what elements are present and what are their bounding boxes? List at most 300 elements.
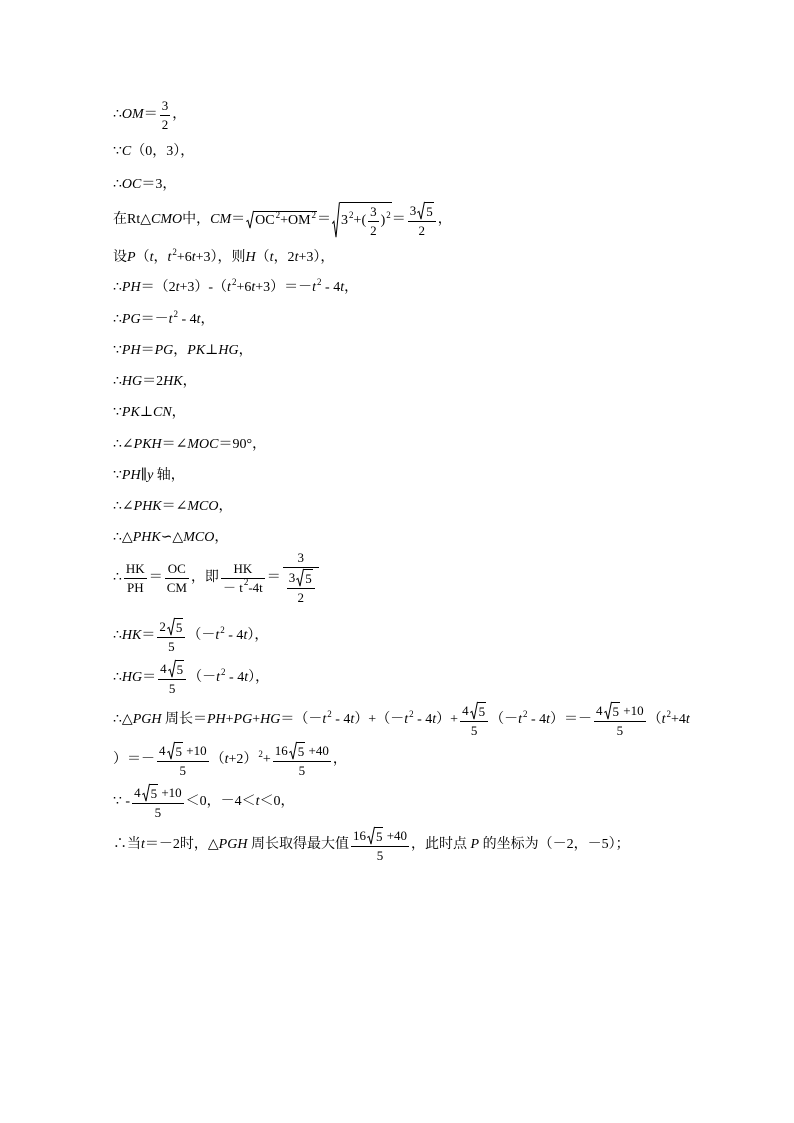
text-run: - 4 bbox=[331, 712, 351, 727]
text-run: +6 bbox=[176, 250, 192, 265]
solution-line bbox=[113, 702, 690, 738]
fraction-denominator bbox=[351, 847, 409, 864]
text-run: 5 bbox=[470, 722, 478, 738]
math-variable: PGH bbox=[132, 712, 162, 727]
superscript: 2 bbox=[173, 309, 178, 319]
text-run: （－ bbox=[490, 712, 519, 727]
fraction-denominator bbox=[157, 638, 185, 655]
text-run: + bbox=[252, 712, 261, 727]
fraction-numerator bbox=[368, 204, 379, 222]
text-run: 5 bbox=[168, 638, 175, 654]
fraction-numerator bbox=[287, 569, 315, 589]
math-variable: HG bbox=[218, 343, 239, 358]
text-run: ）+ bbox=[436, 712, 459, 727]
text-run: ＝－2时，△ bbox=[144, 837, 219, 852]
math-variable: C bbox=[121, 144, 132, 159]
radicand bbox=[176, 660, 185, 678]
text-run: 4 bbox=[596, 702, 603, 718]
math-variable: t bbox=[685, 712, 690, 727]
text-run: ＝ bbox=[143, 107, 158, 122]
fraction-denominator bbox=[368, 222, 379, 239]
text-run: （ bbox=[135, 250, 150, 265]
superscript: 2 bbox=[231, 277, 237, 287]
solution-line bbox=[113, 246, 334, 270]
fraction-denominator bbox=[132, 804, 184, 821]
text-run: （ bbox=[255, 250, 270, 265]
text-run: ）＝－ bbox=[113, 752, 155, 767]
text-run: ， bbox=[214, 530, 229, 545]
square-root bbox=[604, 702, 621, 720]
math-variable: t bbox=[432, 712, 437, 727]
math-variable: y bbox=[147, 468, 154, 483]
math-variable: t bbox=[215, 628, 220, 643]
text-run: 4 bbox=[462, 702, 469, 718]
radicand bbox=[425, 202, 434, 220]
text-run: +( bbox=[353, 213, 367, 228]
text-run: ∴ bbox=[113, 107, 122, 122]
text-run: -4t bbox=[248, 579, 263, 595]
fraction bbox=[165, 561, 189, 596]
text-run: 2 bbox=[418, 222, 426, 238]
math-variable: HG bbox=[121, 374, 143, 389]
text-run: ， bbox=[153, 250, 168, 265]
text-run: ）+（－ bbox=[354, 712, 405, 727]
text-run: ⊥ bbox=[139, 405, 153, 420]
superscript: 2 bbox=[311, 210, 317, 220]
text-run: ， bbox=[218, 499, 233, 514]
text-run: ， bbox=[437, 212, 452, 227]
square-root bbox=[417, 202, 434, 220]
superscript: 2 bbox=[666, 709, 672, 719]
radicand bbox=[478, 702, 487, 720]
radicand bbox=[297, 742, 306, 760]
math-variable: t bbox=[661, 712, 666, 727]
fraction-denominator bbox=[221, 576, 265, 596]
radicand bbox=[254, 211, 317, 229]
text-run: +40 bbox=[305, 742, 329, 758]
text-run: 5 bbox=[176, 661, 184, 677]
text-run: 4 bbox=[134, 784, 141, 800]
fraction-numerator bbox=[160, 98, 171, 116]
text-run: +6 bbox=[236, 280, 252, 295]
radical-sign bbox=[367, 827, 375, 845]
math-variable: OM bbox=[121, 107, 144, 122]
fraction bbox=[158, 660, 186, 697]
text-run: ＝ bbox=[142, 670, 157, 685]
text-run: +10 bbox=[620, 702, 644, 718]
fraction-denominator bbox=[158, 680, 186, 697]
square-root bbox=[167, 618, 184, 636]
text-run: ＝（2 bbox=[140, 280, 176, 295]
text-run: ∴ bbox=[113, 570, 122, 585]
fraction-numerator bbox=[273, 742, 331, 762]
math-variable: t bbox=[227, 280, 231, 295]
fraction-numerator bbox=[408, 202, 436, 222]
superscript: 2 bbox=[349, 210, 354, 220]
radical-sign bbox=[289, 742, 297, 760]
text-run: 2 bbox=[159, 618, 166, 634]
math-variable: t bbox=[340, 280, 345, 295]
text-run: ， bbox=[238, 343, 253, 358]
radicand bbox=[150, 784, 159, 802]
text-run: ＝90°， bbox=[218, 437, 267, 452]
superscript: 2 bbox=[522, 709, 528, 719]
math-variable: HK bbox=[121, 628, 142, 643]
math-variable: t bbox=[518, 712, 522, 727]
fraction bbox=[408, 202, 436, 239]
text-run: （ bbox=[210, 752, 225, 767]
solution-line bbox=[113, 339, 253, 363]
solution-line bbox=[113, 173, 176, 197]
text-run: 周长＝ bbox=[161, 712, 207, 727]
text-run: ， bbox=[173, 343, 188, 358]
fraction bbox=[283, 550, 319, 606]
text-run: 2 bbox=[297, 590, 305, 605]
text-run: +3）＝－ bbox=[255, 280, 313, 295]
radical-sign bbox=[470, 702, 478, 720]
text-run: 3 bbox=[409, 202, 417, 218]
square-root bbox=[470, 702, 487, 720]
radicand bbox=[175, 742, 184, 760]
solution-line bbox=[113, 97, 187, 132]
math-variable: t bbox=[191, 250, 196, 265]
text-run: 3 bbox=[370, 203, 377, 219]
math-variable: t bbox=[294, 250, 299, 265]
math-variable: HK bbox=[163, 374, 183, 389]
text-run: - 4 bbox=[177, 312, 197, 327]
text-run: ∵ bbox=[113, 405, 122, 420]
text-run: 5 bbox=[175, 619, 183, 635]
fraction-numerator bbox=[158, 660, 186, 680]
text-run: ∵ - bbox=[113, 794, 131, 809]
fraction bbox=[157, 742, 209, 779]
fraction-denominator bbox=[408, 222, 436, 239]
text-run: 5 bbox=[612, 703, 620, 719]
math-variable: t bbox=[224, 752, 229, 767]
math-variable: t bbox=[251, 280, 256, 295]
radicand bbox=[340, 202, 392, 239]
fraction bbox=[221, 561, 265, 596]
text-run: ∴ bbox=[113, 628, 122, 643]
solution-line bbox=[113, 495, 233, 519]
radical-sign bbox=[246, 211, 254, 229]
text-run: ∽△ bbox=[160, 530, 184, 545]
math-variable: PH bbox=[121, 280, 141, 295]
text-run: （－ bbox=[187, 628, 216, 643]
text-run: ∴ bbox=[113, 280, 122, 295]
radical-sign bbox=[142, 784, 150, 802]
text-run: 5 bbox=[375, 828, 383, 844]
square-root bbox=[289, 742, 306, 760]
text-run: ∴ bbox=[113, 177, 122, 192]
math-variable: t bbox=[244, 670, 249, 685]
text-run: （ bbox=[647, 712, 662, 727]
text-run: 周长取得最大值 bbox=[247, 837, 349, 852]
text-run: ＝ bbox=[231, 212, 246, 227]
solution-line bbox=[113, 742, 347, 778]
text-run: HK bbox=[233, 560, 253, 576]
square-root bbox=[296, 569, 313, 587]
text-run: ⊥ bbox=[205, 343, 219, 358]
text-run: ， bbox=[172, 107, 187, 122]
fraction-denominator bbox=[273, 762, 331, 779]
math-variable: OC bbox=[121, 177, 142, 192]
fraction bbox=[157, 618, 185, 655]
text-run: ，2 bbox=[273, 250, 295, 265]
math-variable: PH bbox=[121, 468, 141, 483]
superscript: 2 bbox=[172, 247, 177, 257]
math-variable: t bbox=[312, 280, 317, 295]
square-root bbox=[367, 827, 384, 845]
text-run: ， bbox=[344, 280, 359, 295]
text-run: ）＝－ bbox=[550, 712, 593, 727]
fraction-numerator bbox=[124, 561, 147, 579]
text-run: +3），则 bbox=[195, 250, 246, 265]
text-run: ＝ bbox=[266, 570, 281, 585]
text-run: 5 bbox=[616, 722, 624, 738]
text-run: 5 bbox=[426, 203, 433, 219]
text-run: ∥ bbox=[140, 468, 148, 483]
math-variable: t bbox=[350, 712, 355, 727]
math-variable: CMO bbox=[151, 212, 183, 227]
fraction-numerator bbox=[283, 550, 319, 568]
text-run: ＝（－ bbox=[280, 712, 323, 727]
text-run: ∴ bbox=[113, 312, 122, 327]
math-variable: t bbox=[255, 794, 260, 809]
superscript: 2 bbox=[409, 709, 414, 719]
text-run: ∴∠ bbox=[113, 437, 134, 452]
text-run: 轴， bbox=[153, 468, 185, 483]
fraction-numerator bbox=[157, 618, 185, 638]
solution-line bbox=[113, 526, 228, 550]
superscript: 2 bbox=[275, 210, 281, 220]
fraction bbox=[594, 702, 646, 739]
text-run: ）， bbox=[248, 670, 270, 685]
radical-sign bbox=[417, 202, 425, 220]
text-run: 3 bbox=[288, 570, 296, 585]
text-run: 3 bbox=[341, 213, 349, 228]
text-run: ， bbox=[332, 752, 347, 767]
math-variable: PGH bbox=[218, 837, 248, 852]
text-run: ＜0，－4＜ bbox=[185, 794, 256, 809]
math-variable: t bbox=[149, 250, 154, 265]
text-run: ，即 bbox=[190, 570, 219, 585]
text-run: ∴当 bbox=[113, 837, 141, 852]
text-run: ，此时点 bbox=[411, 837, 471, 852]
text-run: 5 bbox=[168, 680, 176, 696]
solution-line bbox=[113, 464, 185, 488]
math-variable: t bbox=[196, 312, 201, 327]
solution-line bbox=[113, 202, 452, 238]
math-variable: t bbox=[167, 250, 172, 265]
text-run: ＝－ bbox=[140, 312, 169, 327]
math-variable: CN bbox=[152, 405, 172, 420]
radical-sign bbox=[167, 742, 175, 760]
radical-sign bbox=[332, 202, 340, 239]
solution-line bbox=[113, 308, 215, 332]
fraction-denominator bbox=[160, 116, 171, 133]
fraction-numerator bbox=[594, 702, 646, 722]
fraction bbox=[368, 204, 379, 239]
solution-line bbox=[113, 140, 194, 164]
math-variable: HG bbox=[121, 670, 143, 685]
fraction-denominator bbox=[283, 568, 319, 606]
fraction bbox=[287, 569, 315, 606]
math-variable: t bbox=[216, 670, 221, 685]
text-run: ∴∠ bbox=[113, 499, 134, 514]
text-run: 4 bbox=[160, 660, 167, 676]
text-run: - 4 bbox=[225, 670, 245, 685]
text-run: +10 bbox=[158, 784, 182, 800]
solution-line bbox=[113, 401, 186, 425]
text-run: PH bbox=[127, 579, 144, 595]
text-run: 5 bbox=[305, 571, 312, 586]
square-root bbox=[332, 202, 392, 239]
math-variable: t bbox=[175, 280, 180, 295]
text-run: - 4 bbox=[224, 628, 244, 643]
text-run: HK bbox=[125, 560, 145, 576]
solution-line bbox=[113, 370, 197, 394]
text-run: 5 bbox=[175, 743, 182, 759]
text-run: +4 bbox=[671, 712, 686, 727]
text-run: ＝ bbox=[317, 212, 332, 227]
text-run: 5 bbox=[376, 847, 384, 863]
text-run: +2） bbox=[228, 752, 258, 767]
math-variable: t bbox=[168, 312, 173, 327]
text-run: - 4 bbox=[413, 712, 433, 727]
square-root bbox=[142, 784, 159, 802]
text-run: ， bbox=[200, 312, 215, 327]
radical-sign bbox=[604, 702, 612, 720]
solution-line bbox=[113, 660, 270, 696]
square-root bbox=[167, 742, 184, 760]
text-run: OC bbox=[167, 560, 186, 576]
superscript: 2 bbox=[386, 210, 391, 220]
solution-line bbox=[113, 276, 358, 300]
superscript: 2 bbox=[258, 749, 263, 759]
fraction-denominator bbox=[460, 722, 488, 739]
superscript: 2 bbox=[221, 667, 226, 677]
text-run: ) bbox=[380, 213, 386, 228]
text-run: CM bbox=[166, 579, 187, 595]
math-variable: t bbox=[322, 712, 327, 727]
fraction-numerator bbox=[351, 827, 409, 847]
text-run: 5 bbox=[150, 785, 158, 801]
math-variable: PG bbox=[121, 312, 141, 327]
text-run: 5 bbox=[478, 703, 486, 719]
text-run: ∴ bbox=[113, 670, 122, 685]
text-run: 的坐标为（－2，－5）； bbox=[479, 837, 630, 852]
solution-line bbox=[113, 784, 295, 820]
text-run: － t bbox=[222, 579, 243, 595]
text-run: 2 bbox=[161, 116, 169, 132]
text-run: ∴△ bbox=[113, 712, 133, 727]
math-variable: MCO bbox=[187, 499, 219, 514]
math-variable: PH bbox=[121, 343, 141, 358]
fraction bbox=[132, 784, 184, 821]
fraction-numerator bbox=[157, 742, 209, 762]
text-run: ＝∠ bbox=[161, 499, 188, 514]
text-run: ， bbox=[171, 405, 186, 420]
math-variable: PHK bbox=[133, 499, 162, 514]
text-run: ＝ bbox=[148, 570, 163, 585]
text-run: ＝2 bbox=[142, 374, 164, 389]
superscript: 2 bbox=[220, 625, 225, 635]
text-run: +10 bbox=[183, 742, 207, 758]
radicand bbox=[375, 827, 384, 845]
text-run: 在Rt△ bbox=[113, 212, 151, 227]
math-variable: PKH bbox=[133, 437, 162, 452]
radical-sign bbox=[296, 569, 304, 587]
fraction-numerator bbox=[132, 784, 184, 804]
math-variable: PH bbox=[206, 712, 226, 727]
text-run: +OM bbox=[280, 213, 311, 228]
radicand bbox=[304, 569, 313, 587]
text-run: （0，3）， bbox=[131, 144, 195, 159]
fraction-denominator bbox=[165, 579, 189, 596]
math-variable: t bbox=[141, 837, 145, 852]
text-run: ∵ bbox=[113, 144, 122, 159]
text-run: 16 bbox=[274, 742, 288, 758]
text-run: +3）， bbox=[298, 250, 335, 265]
math-variable: t bbox=[546, 712, 551, 727]
fraction bbox=[273, 742, 331, 779]
text-run: ＝3， bbox=[141, 177, 177, 192]
math-variable: P bbox=[127, 250, 136, 265]
text-run: ＝∠ bbox=[161, 437, 188, 452]
radical-sign bbox=[167, 618, 175, 636]
math-variable: PHK bbox=[132, 530, 161, 545]
text-run: 5 bbox=[298, 762, 306, 778]
superscript: 2 bbox=[243, 576, 249, 587]
fraction-denominator bbox=[157, 762, 209, 779]
radical-sign bbox=[168, 660, 176, 678]
text-run: 3 bbox=[161, 97, 169, 113]
text-run: - 4 bbox=[527, 712, 547, 727]
solution-line bbox=[113, 550, 321, 605]
fraction-numerator bbox=[165, 561, 189, 579]
text-run: ＝ bbox=[141, 628, 156, 643]
text-run: ＝ bbox=[140, 343, 155, 358]
text-run: ∵ bbox=[113, 468, 122, 483]
text-run: + bbox=[225, 712, 234, 727]
text-run: 2 bbox=[370, 222, 377, 238]
text-run: ∵ bbox=[113, 343, 122, 358]
fraction bbox=[351, 827, 409, 864]
fraction-denominator bbox=[124, 579, 147, 596]
fraction bbox=[124, 561, 147, 596]
math-variable: t bbox=[243, 628, 248, 643]
text-run: ＜0， bbox=[259, 794, 295, 809]
solution-line bbox=[113, 827, 630, 863]
text-run: - 4 bbox=[321, 280, 341, 295]
math-variable: t bbox=[404, 712, 409, 727]
text-run: ∴ bbox=[113, 374, 122, 389]
math-variable: CM bbox=[210, 212, 232, 227]
fraction bbox=[160, 98, 171, 133]
text-run: OC bbox=[255, 213, 275, 228]
fraction-denominator bbox=[594, 722, 646, 739]
text-run: ， bbox=[182, 374, 197, 389]
superscript: 2 bbox=[327, 709, 332, 719]
text-run: ∴△ bbox=[113, 530, 133, 545]
math-variable: H bbox=[245, 250, 256, 265]
solution-line bbox=[113, 433, 266, 457]
text-run: ）， bbox=[247, 628, 269, 643]
fraction-denominator bbox=[287, 589, 315, 606]
text-run: +3）-（ bbox=[179, 280, 228, 295]
text-run: 中， bbox=[182, 212, 211, 227]
